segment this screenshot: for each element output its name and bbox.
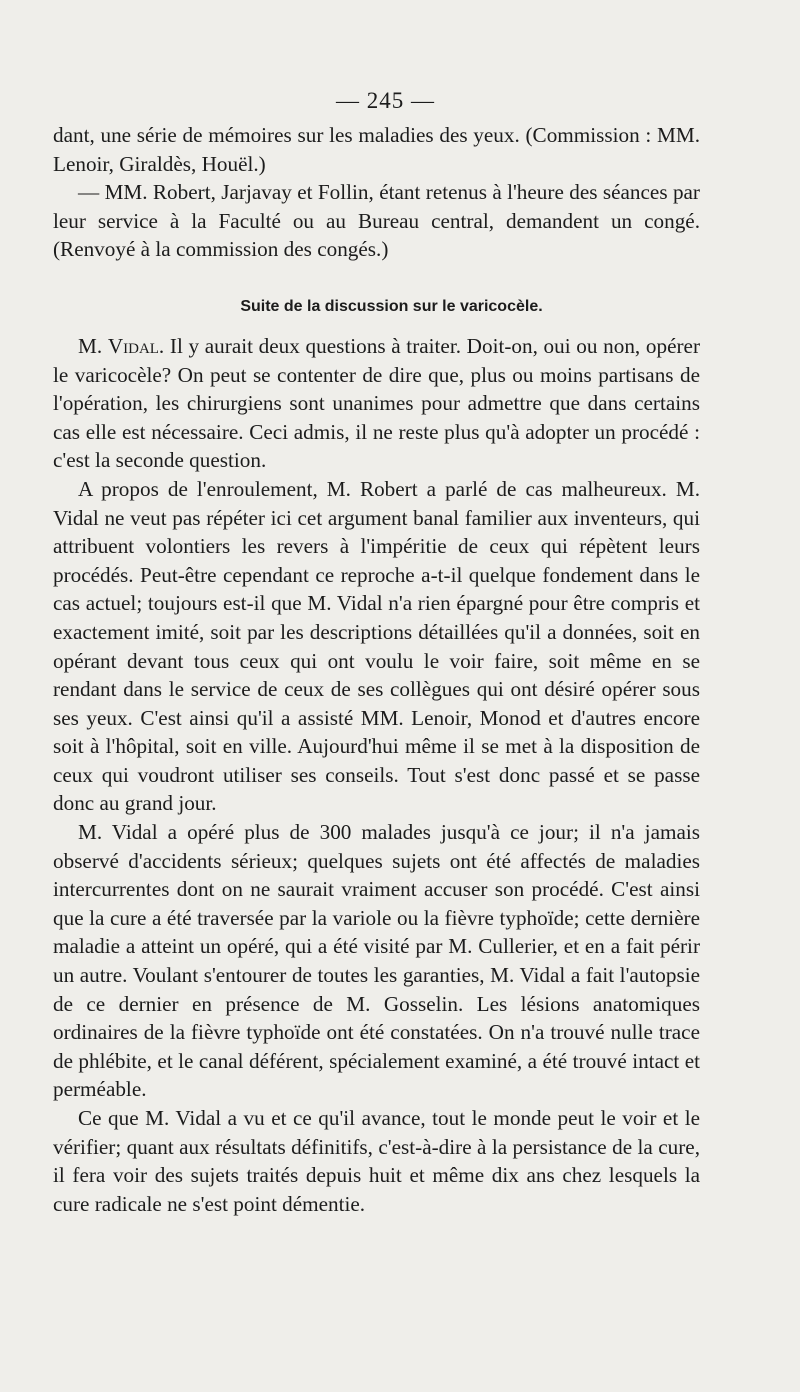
paragraph-conge: — MM. Robert, Jarjavay et Follin, étant retenus à l'heure des séances par leur service à la Faculté ou au Bureau central, demandent un congé. (Renvoyé à la commission des congés.) xyxy=(53,180,700,262)
paragraph-conclusion: Ce que M. Vidal a vu et ce qu'il avance, tout le monde peut le voir et le vérifier; quant aux résultats définitifs, c'est-à-dire à la persistance de la cure, il fera voir des sujets traités depuis huit et même dix ans chez lesquels la cure radicale ne s'est point démentie. xyxy=(53,1106,700,1216)
paragraph-enroulement: A propos de l'enroulement, M. Robert a parlé de cas malheureux. M. Vidal ne veut pas répéter ici cet argument banal familier aux inventeurs, qui attribuent volontiers les revers à l'impéritie de ceux qui répètent leurs procédés. Peut-être cependant ce reproche a-t-il quelque fondement dans le cas actuel; toujours est-il que M. Vidal n'a rien épargné pour être compris et exactement imité, soit par les descriptions détaillées qu'il a données, soit en opérant devant tous ceux qui ont voulu le voir faire, soit même en se rendant dans le service de ceux de ses collègues qui ont désiré opérer sous ses yeux. C'est ainsi qu'il a assisté MM. Lenoir, Monod et d'autres encore soit à l'hôpital, soit en ville. Aujourd'hui même il se met à la disposition de ceux qui voudront utiliser ses conseils. Tout s'est donc passé et se passe donc au grand jour. xyxy=(53,476,700,816)
paragraph-vidal-intro xyxy=(53,332,700,475)
section-heading: Suite de la discussion sur le varicocèle. xyxy=(240,297,543,315)
page-number: — 245 — xyxy=(336,88,435,113)
paragraph-commission: dant, une série de mémoires sur les maladies des yeux. (Commission : MM. Lenoir, Giraldès, Houël.) xyxy=(53,123,700,176)
speaker-prefix: M. xyxy=(78,333,108,358)
paragraph-malades: M. Vidal a opéré plus de 300 malades jusqu'à ce jour; il n'a jamais observé d'accidents sérieux; quelques sujets ont été affectés de maladies intercurrentes dont on ne saurait vraiment accuser son procédé. C'est ainsi que la cure a été traversée par la variole ou la fièvre typhoïde; cette dernière maladie a atteint un opéré, qui a été visité par M. Cullerier, et en a fait périr un autre. Voulant s'entourer de toutes les garanties, M. Vidal a fait l'autopsie de ce dernier en présence de M. Gosselin. Les lésions anatomiques ordinaires de la fièvre typhoïde ont été constatées. On n'a trouvé nulle trace de phlébite, et le canal déférent, spécialement examiné, a été trouvé intact et perméable. xyxy=(53,820,700,1102)
paragraph-vidal-intro-text: Il y aurait deux questions à traiter. Doit-on, oui ou non, opérer le varicocèle? On peut se contenter de dire que, plus ou moins partisans de l'opération, les chirurgiens sont unanimes pour admettre que dans certains cas elle est nécessaire. Ceci admis, il ne reste plus qu'à adopter un procédé : c'est la seconde question. xyxy=(53,333,700,473)
speaker-name: Vidal. xyxy=(107,333,165,358)
